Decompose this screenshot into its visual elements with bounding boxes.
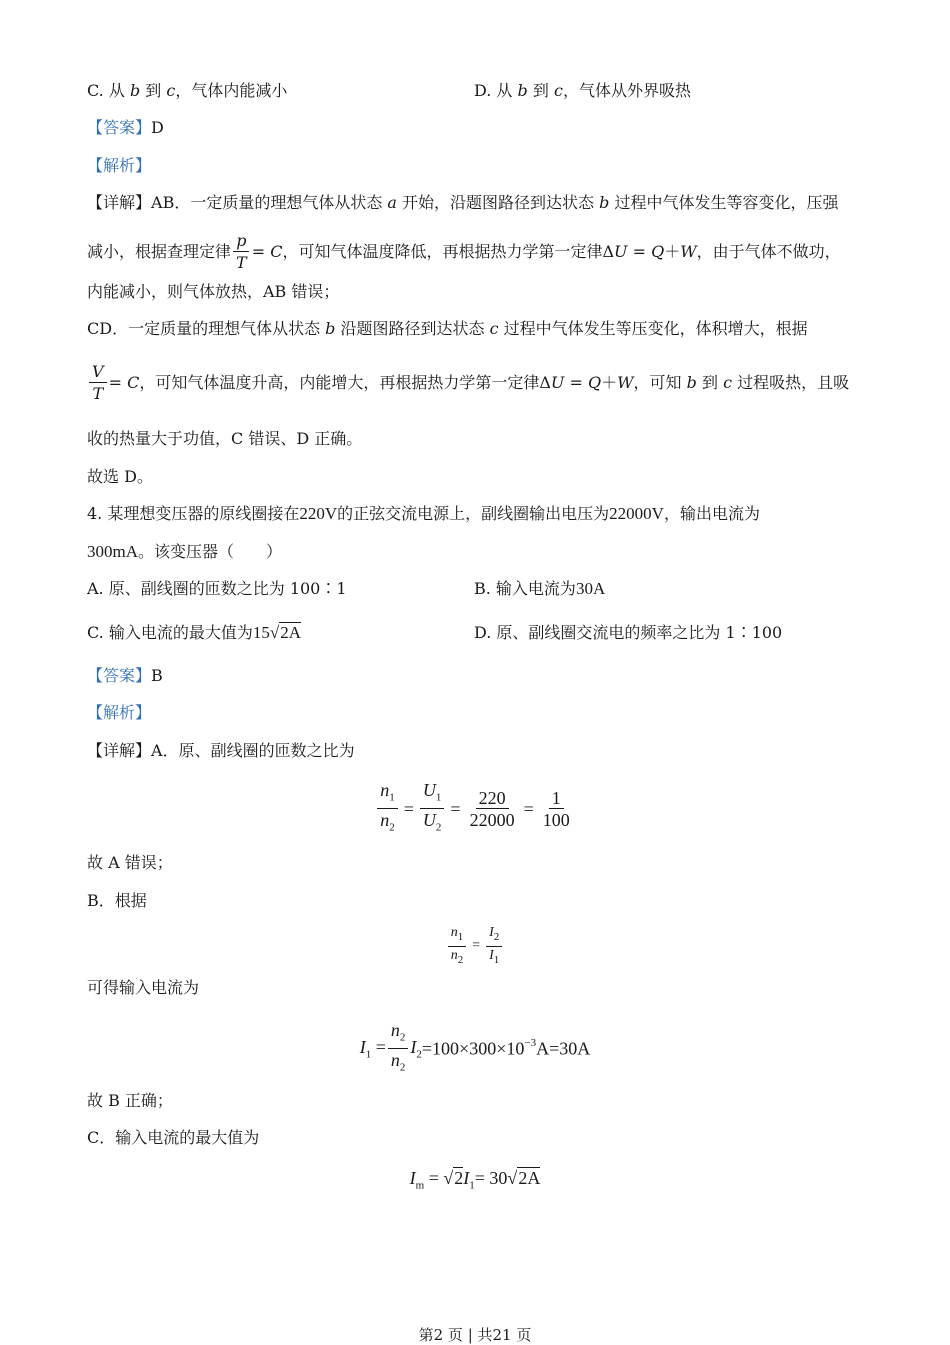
equation-input-current: $I_1$ = $\frac{n_2}{n_2}$ $I_2=100\times 300\times 10^{-3}A=30A$	[359, 1020, 591, 1074]
equation-current-ratio: $\frac{n_1}{n_2}$ = $\frac{I_2}{I_1}$	[0, 924, 950, 969]
option-d-top: D. 从 b 到 c，气体从外界吸热	[474, 81, 691, 100]
equation-max-current: $I_m = √2I_1= 30√2A$	[409, 1168, 541, 1192]
q4-stem-line1: 4. 某理想变压器的原线圈接在220V的正弦交流电源上，副线圈输出电压为22000V，输出电流为	[87, 504, 760, 523]
q3-detail-p6: 收的热量大于功值，C 错误、D 正确。	[87, 429, 363, 448]
q4-option-c: C. 输入电流的最大值为15√2A	[87, 623, 301, 642]
q3-detail-p4: CD．一定质量的理想气体从状态 b 沿题图路径到达状态 c 过程中气体发生等压变化，体积增大，根据	[87, 319, 808, 338]
q3-detail-p1: 【详解】AB．一定质量的理想气体从状态 a 开始，沿题图路径到达状态 b 过程中气体发生等容变化，压强	[87, 193, 839, 212]
q4-b-conclusion: 故 B 正确；	[87, 1091, 173, 1110]
q4-detail-c: C．输入电流的最大值为	[87, 1128, 260, 1147]
q3-detail-p5: $\frac{V}{T}$ = C，可知气体温度升高，内能增大，再根据热力学第一定律ΔU = Q＋W，可知 b 到 c 过程吸热，且吸	[87, 361, 864, 405]
q4-detail-a: 【详解】A．原、副线圈的匝数之比为	[87, 741, 355, 760]
q4-a-conclusion: 故 A 错误；	[87, 853, 173, 872]
q3-detail-p7: 故选 D。	[87, 467, 153, 486]
page-footer: 第2 页 | 共21 页	[418, 1326, 532, 1344]
q4-option-a: A. 原、副线圈的匝数之比为 100∶1	[87, 579, 347, 598]
q4-detail-b: B．根据	[87, 891, 147, 910]
q4-b-mid: 可得输入电流为	[87, 978, 200, 997]
q4-stem-line2: 300mA。该变压器（ ）	[87, 542, 283, 561]
option-c-top: C. 从 b 到 c，气体内能减小	[87, 81, 288, 100]
q3-detail-p2: 减小，根据查理定律 $\frac{p}{T}$ = C，可知气体温度降低，再根据热力学第一定律ΔU = Q＋W，由于气体不做功，	[87, 231, 841, 272]
charles-law-fraction: $\frac{p}{T}$	[233, 231, 250, 274]
gay-lussac-fraction: $\frac{V}{T}$	[89, 362, 107, 405]
q3-answer: 【答案】D	[87, 118, 164, 137]
q4-option-b: B. 输入电流为30A	[474, 579, 606, 598]
q4-option-d: D. 原、副线圈交流电的频率之比为 1∶100	[474, 623, 783, 642]
q4-answer: 【答案】B	[87, 666, 163, 685]
q3-analysis-label: 【解析】	[87, 156, 152, 175]
q3-detail-p3: 内能减小，则气体放热，AB 错误；	[87, 282, 340, 301]
equation-turns-ratio: $\frac{n_1}{n_2}$ = $\frac{U_1}{U_2}$ = $\frac{220}{22000}$ = $\frac{1}{100}$	[0, 780, 950, 838]
q4-analysis-label: 【解析】	[87, 703, 152, 722]
